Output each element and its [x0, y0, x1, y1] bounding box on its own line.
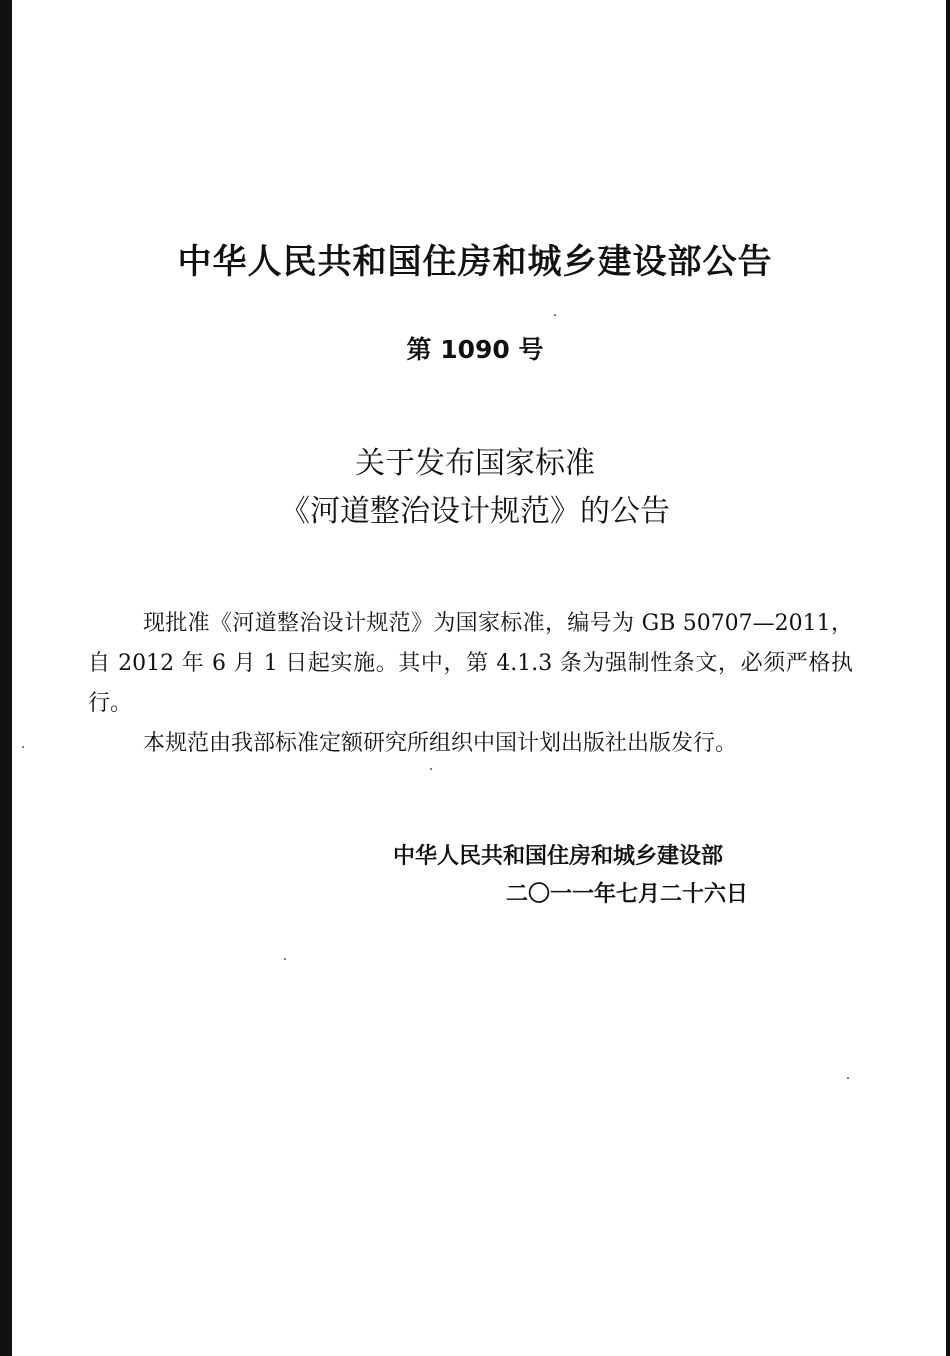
- scan-speck: [22, 746, 24, 748]
- scan-speck: [284, 958, 286, 960]
- scan-speck: [554, 314, 556, 316]
- issuer-signature: 中华人民共和国住房和城乡建设部: [393, 844, 724, 869]
- body-paragraph-1: 现批准《河道整治设计规范》为国家标准，编号为 GB 50707—2011，自 2012 年 6 月 1 日起实施。其中，第 4.1.3 条为强制性条文，必须严格执行。: [88, 611, 853, 716]
- scan-speck: [847, 1077, 849, 1079]
- issue-date: 二〇一一年七月二十六日: [506, 882, 749, 907]
- main-title: 中华人民共和国住房和城乡建设部公告: [177, 242, 773, 282]
- body-paragraph-2: 本规范由我部标准定额研究所组织中国计划出版社出版发行。: [143, 731, 738, 756]
- subtitle-line-2: 《河道整治设计规范》的公告: [280, 494, 670, 529]
- scan-speck: [430, 768, 432, 770]
- notice-number: 第 1090 号: [406, 335, 544, 364]
- subtitle-line-1: 关于发布国家标准: [355, 446, 595, 481]
